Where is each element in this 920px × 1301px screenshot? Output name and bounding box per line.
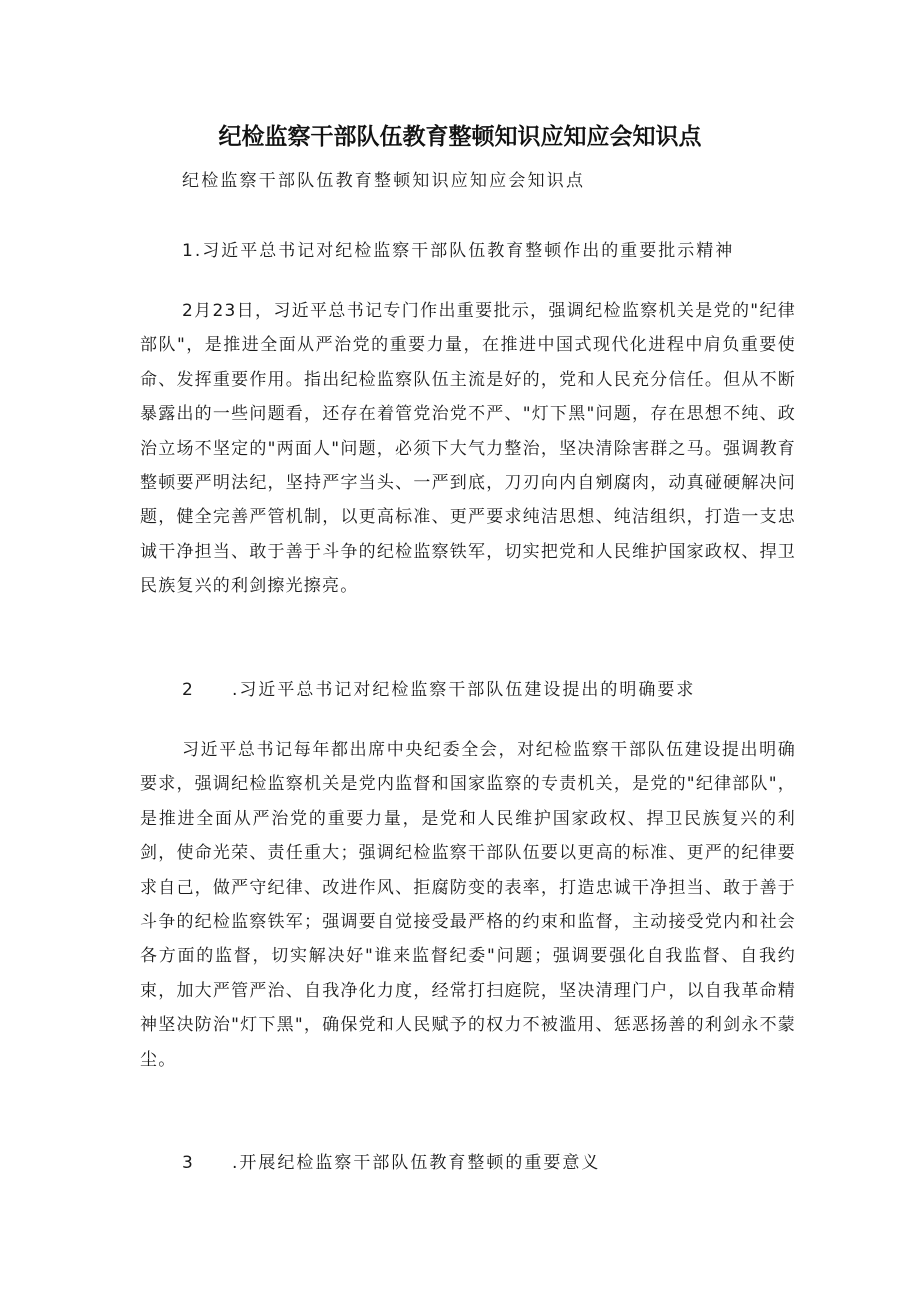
section-1-number: 1 xyxy=(182,241,195,261)
section-1-paragraph: 2月23日，习近平总书记专门作出重要批示，强调纪检监察机关是党的"纪律部队"，是推进全面从严治党的重要力量，在推进中国式现代化进程中肩负重要使命、发挥重要作用。指出纪检监察队伍主流是好的，党和人民充分信任。但从不断暴露出的一些问题看，还存在着管党治党不严、"灯下黑"问题，存在思想不纯、政治立场不坚定的"两面人"问题，必须下大气力整治，坚决清除害群之马。强调教育整顿要严明法纪，坚持严字当头、一严到底，刀刃向内自剜腐肉，动真碰硬解决问题，健全完善严管机制，以更高标准、更严要求纯洁思想、纯洁组织，打造一支忠诚干净担当、敢于善于斗争的纪检监察铁军，切实把党和人民维护国家政权、捍卫民族复兴的利剑擦光擦亮。 xyxy=(140,301,796,597)
section-2-number: 2 xyxy=(182,680,195,700)
section-2-heading-text: .习近平总书记对纪检监察干部队伍建设提出的明确要求 xyxy=(232,680,696,700)
section-1-heading-text: .习近平总书记对纪检监察干部队伍教育整顿作出的重要批示精神 xyxy=(194,241,735,261)
section-3-number: 3 xyxy=(182,1153,195,1173)
document-subtitle: 纪检监察干部队伍教育整顿知识应知应会知识点 xyxy=(182,171,586,191)
section-3-heading-text: .开展纪检监察干部队伍教育整顿的重要意义 xyxy=(232,1153,601,1173)
section-2-heading xyxy=(182,675,695,700)
section-3-heading xyxy=(182,1148,600,1173)
section-2-paragraph: 习近平总书记每年都出席中央纪委全会，对纪检监察干部队伍建设提出明确要求，强调纪检监察机关是党内监督和国家监察的专责机关，是党的"纪律部队"，是推进全面从严治党的重要力量，是党和人民维护国家政权、捍卫民族复兴的利剑，使命光荣、责任重大；强调纪检监察干部队伍要以更高的标准、更严的纪律要求自己，做严守纪律、改进作风、拒腐防变的表率，打造忠诚干净担当、敢于善于斗争的纪检监察铁军；强调要自觉接受最严格的约束和监督，主动接受党内和社会各方面的监督，切实解决好"谁来监督纪委"问题；强调要强化自我监督、自我约束，加大严管严治、自我净化力度，经常打扫庭院，坚决清理门户，以自我革命精神坚决防治"灯下黑"，确保党和人民赋予的权力不被滥用、惩恶扬善的利剑永不蒙尘。 xyxy=(140,740,796,1070)
document-title: 纪检监察干部队伍教育整顿知识应知应会知识点 xyxy=(218,124,702,150)
section-1-heading xyxy=(182,236,734,261)
